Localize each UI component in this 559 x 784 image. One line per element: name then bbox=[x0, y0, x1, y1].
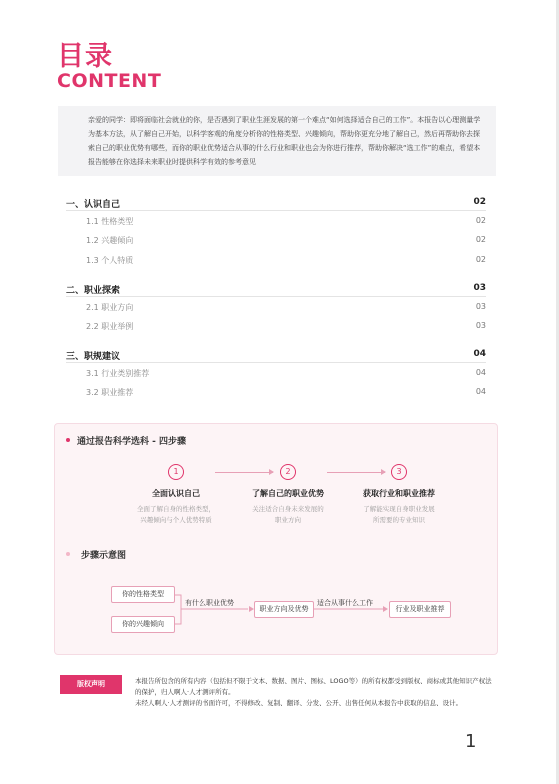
page-subtitle: CONTENT bbox=[57, 70, 162, 92]
diagram-heading: 步骤示意图 bbox=[81, 551, 127, 561]
toc-section-page: 04 bbox=[473, 349, 486, 359]
suitable-label: 适合从事什么工作 bbox=[317, 599, 373, 607]
toc-section-3[interactable] bbox=[66, 349, 486, 363]
toc-item-label: 1.3 个人特质 bbox=[86, 256, 134, 265]
toc-section-page: 03 bbox=[473, 283, 486, 293]
toc-item[interactable] bbox=[66, 321, 486, 335]
direction-box: 职业方向及优势 bbox=[254, 601, 314, 618]
toc-section-2[interactable] bbox=[66, 283, 486, 297]
toc-item-label: 2.2 职业举例 bbox=[86, 322, 134, 331]
copyright-text bbox=[135, 676, 495, 709]
toc-item-page: 03 bbox=[475, 302, 486, 311]
toc-item-label: 1.2 兴趣倾向 bbox=[86, 236, 134, 245]
page-title: 目录 bbox=[57, 41, 113, 72]
toc-item[interactable] bbox=[66, 387, 486, 401]
divider bbox=[66, 362, 486, 363]
toc-item-label: 2.1 职业方向 bbox=[86, 303, 134, 312]
toc-section-label: 一、认识自己 bbox=[66, 200, 121, 210]
personality-box: 你的性格类型 bbox=[111, 586, 175, 603]
toc-item-page: 02 bbox=[475, 255, 486, 264]
step-desc-2b: 职业方向 bbox=[275, 516, 301, 524]
toc-item[interactable] bbox=[66, 216, 486, 230]
divider bbox=[66, 296, 486, 297]
toc-item-page: 02 bbox=[475, 235, 486, 244]
step-desc-2a: 关注适合自身未来发展的 bbox=[252, 505, 324, 513]
step-title-3: 获取行业和职业推荐 bbox=[363, 489, 435, 498]
toc-item[interactable] bbox=[66, 302, 486, 316]
toc-item-label: 3.2 职业推荐 bbox=[86, 388, 134, 397]
steps-heading: 通过报告科学选科 - 四步骤 bbox=[77, 437, 187, 447]
toc-section-label: 二、职业探索 bbox=[66, 286, 121, 296]
toc-item-page: 04 bbox=[475, 368, 486, 377]
toc-item-page: 04 bbox=[475, 387, 486, 396]
toc-item-label: 1.1 性格类型 bbox=[86, 217, 134, 226]
copyright-line-1: 本报告所包含的所有内容（包括但不限于文本、数据、图片、图标、LOGO等）的所有权都受到版权、商标或其他知识产权法的保护，归人啊人·人才测评所有。 bbox=[135, 677, 492, 696]
toc-item[interactable] bbox=[66, 235, 486, 249]
step-number-3: 3 bbox=[391, 464, 407, 480]
intro-paragraph: 亲爱的同学：即将面临社会就业的你，是否遇到了职业生涯发展的第一个难点“如何选择适合自己的工作”。本报告以心理测量学为基本方法，从了解自己开始，以科学客观的角度分析你的性格类型、兴趣倾向，帮助你更充分地了解自己，然后再帮助你去探索自己的职业优势有哪些，而你的职业优势适合从事的什么行业和职业也会为你进行推荐，帮助你解决“选工作”的难点，希望本报告能够在你选择未来职业时提供科学有效的参考意见 bbox=[58, 106, 496, 176]
industry-box: 行业及职业推荐 bbox=[389, 601, 451, 618]
advantage-label: 有什么职业优势 bbox=[185, 599, 234, 607]
steps-panel bbox=[54, 423, 498, 655]
step-number-2: 2 bbox=[280, 464, 296, 480]
toc-item-page: 02 bbox=[475, 216, 486, 225]
step-desc-1a: 全面了解自身的性格类型， bbox=[137, 505, 215, 513]
toc-section-page: 02 bbox=[473, 197, 486, 207]
copyright-line-2: 未经人啊人·人才测评的书面许可，不得修改、复制、翻译、分发、公开、出售任何从本报告中获取的信息、设计。 bbox=[135, 699, 463, 707]
copyright-badge: 版权声明 bbox=[60, 675, 122, 694]
step-desc-1b: 兴趣倾向与个人优势特质 bbox=[140, 516, 212, 524]
toc-section-label: 三、职规建议 bbox=[66, 352, 121, 362]
toc-item-label: 3.1 行业类别推荐 bbox=[86, 369, 150, 378]
page-number: 1 bbox=[465, 731, 477, 752]
step-number-1: 1 bbox=[168, 464, 184, 480]
interest-box: 你的兴趣倾向 bbox=[111, 616, 175, 633]
toc-item[interactable] bbox=[66, 255, 486, 269]
toc-item-page: 03 bbox=[475, 321, 486, 330]
divider bbox=[66, 210, 486, 211]
toc-item[interactable] bbox=[66, 368, 486, 382]
step-desc-3a: 了解能实现自身职业发展 bbox=[363, 505, 435, 513]
step-title-1: 全面认识自己 bbox=[152, 489, 200, 498]
toc-section-1[interactable] bbox=[66, 197, 486, 211]
step-desc-3b: 所需要的专业知识 bbox=[373, 516, 425, 524]
step-title-2: 了解自己的职业优势 bbox=[252, 489, 324, 498]
